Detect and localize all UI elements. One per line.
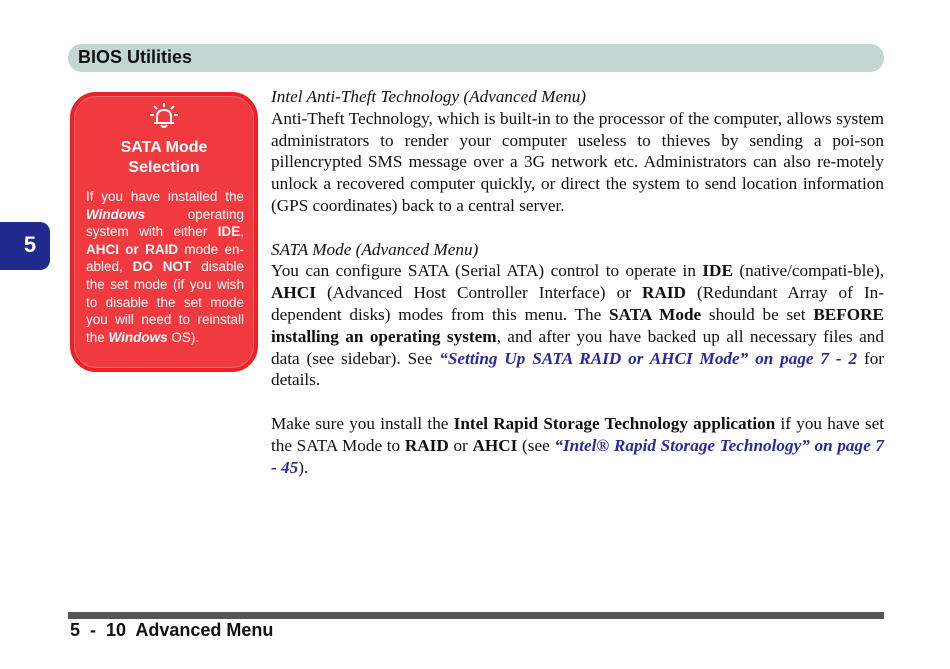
section-heading-sata-mode: SATA Mode (Advanced Menu) xyxy=(271,239,479,259)
sidebar-do-not-warning: DO NOT xyxy=(132,259,192,275)
sata-mode-paragraph xyxy=(271,260,884,391)
paragraph-text: ). xyxy=(298,457,309,477)
irst-term: Intel Rapid Storage Technology application xyxy=(453,413,776,433)
sidebar-windows-term: Windows xyxy=(86,206,146,222)
paragraph-text: or xyxy=(448,435,473,455)
raid-term: RAID xyxy=(404,435,449,455)
sidebar-ahci-raid-term: AHCI or RAID xyxy=(86,241,179,257)
ide-term: IDE xyxy=(702,261,733,281)
ahci-term: AHCI xyxy=(472,435,518,455)
sidebar-title xyxy=(84,138,244,178)
paragraph-text: Make sure you install the xyxy=(271,413,454,433)
header-title: BIOS Utilities xyxy=(78,47,193,67)
main-content xyxy=(271,86,884,478)
header-bar xyxy=(68,44,884,72)
chapter-tab xyxy=(0,222,50,270)
paragraph-text: (see xyxy=(517,435,555,455)
paragraph-text: (Advanced Host Controller Interface) or xyxy=(315,283,643,303)
paragraph-text: should be set xyxy=(701,304,814,324)
paragraph-text: (native/compati-ble), xyxy=(732,261,884,281)
sidebar-text: disable the set mode (if you wish to disable the set mode you will need to reinstall the xyxy=(86,259,244,345)
page-footer xyxy=(70,620,273,641)
sidebar-ide-term: IDE xyxy=(217,224,241,240)
raid-term: RAID xyxy=(642,283,686,303)
sidebar-text: , xyxy=(240,224,244,240)
alert-bell-icon xyxy=(148,102,180,130)
rapid-storage-paragraph xyxy=(271,413,884,478)
sidebar-body xyxy=(86,188,244,346)
rapid-storage-link[interactable]: “Intel® Rapid Storage Technology” on page 7 - 45 xyxy=(271,435,885,477)
anti-theft-paragraph: Anti-Theft Technology, which is built-in to the processor of the computer, allows system administrators to render your computer useless to thieves by sending a poi-son pillencrypted SMS message over a 3G network etc. Administrators can also re-motely unlock a recovered computer quickly, or direct the system to send location information (GPS coordinates) back to a central server. xyxy=(271,108,884,215)
sata-raid-ahci-link[interactable]: “Setting Up SATA RAID or AHCI Mode” on page 7 - 2 xyxy=(439,348,858,368)
sidebar-title-line2: Selection xyxy=(128,159,200,176)
paragraph-text: for details. xyxy=(271,348,885,390)
sidebar-text: operating system with either xyxy=(86,206,244,240)
ahci-term: AHCI xyxy=(271,283,316,303)
sidebar-windows-term: Windows xyxy=(108,329,168,345)
paragraph-text: , and after you have backed up all necessary files and data (see sidebar). See xyxy=(271,326,884,368)
paragraph-text: You can configure SATA (Serial ATA) control to operate in xyxy=(271,261,703,281)
sidebar-title-line1: SATA Mode xyxy=(120,139,208,156)
before-installing-term: BEFORE installing an operating system xyxy=(271,304,885,346)
paragraph-text: if you have set the SATA Mode to xyxy=(271,413,884,455)
sata-mode-term: SATA Mode xyxy=(609,304,702,324)
sidebar-text: If you have installed the xyxy=(86,189,244,204)
footer-label: 5 - 10 Advanced Menu xyxy=(70,620,274,640)
section-heading-anti-theft: Intel Anti-Theft Technology (Advanced Menu) xyxy=(271,87,587,106)
paragraph-text: (Redundant Array of In-dependent disks) modes from this menu. The xyxy=(271,283,884,324)
sidebar-text: OS). xyxy=(167,329,200,345)
sidebar-note xyxy=(70,92,258,372)
footer-divider xyxy=(68,612,884,619)
chapter-number: 5 xyxy=(23,232,37,257)
sidebar-text: mode en-abled, xyxy=(86,241,244,275)
